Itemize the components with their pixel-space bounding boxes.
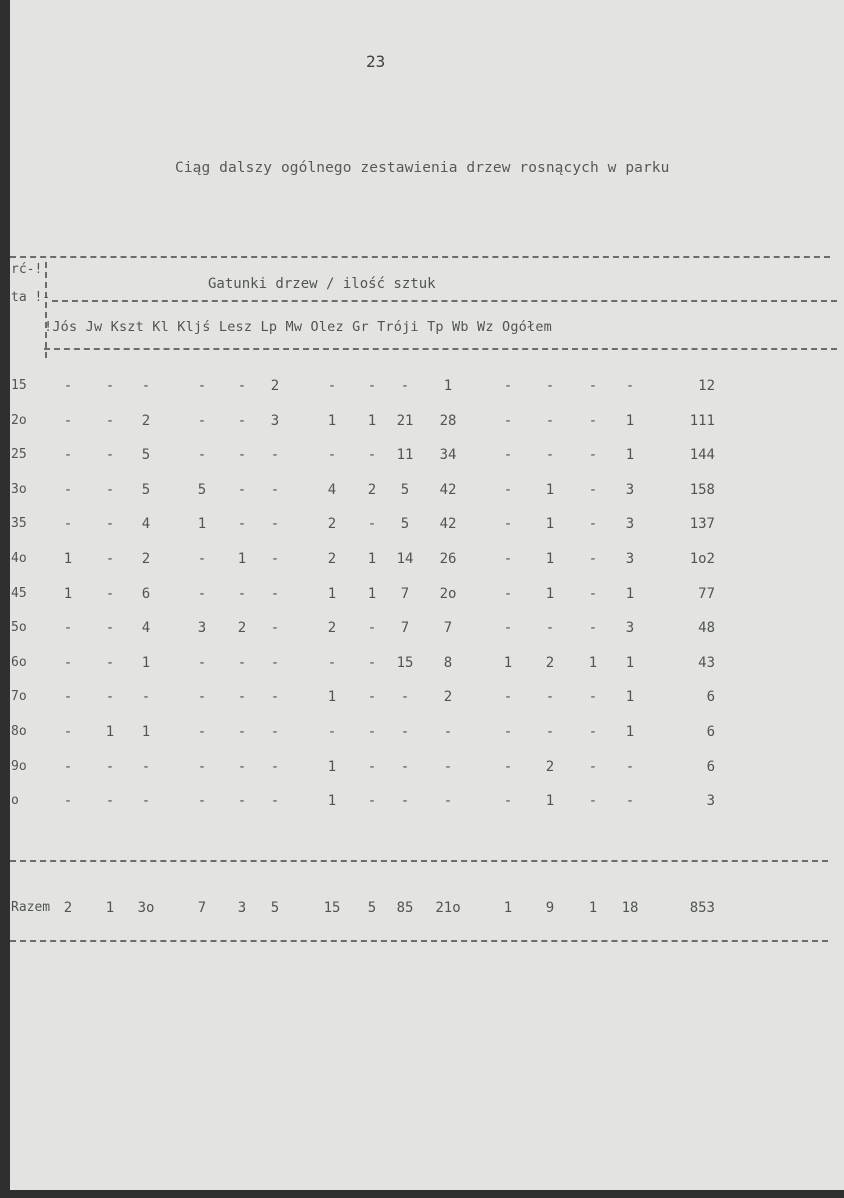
table-cell: - bbox=[588, 620, 598, 637]
table-cell: - bbox=[197, 689, 207, 706]
table-cell: - bbox=[545, 620, 555, 637]
table-cell: - bbox=[270, 793, 280, 810]
table-cell: - bbox=[367, 447, 377, 464]
row-total: 48 bbox=[698, 620, 715, 637]
row-label: 15 bbox=[11, 378, 27, 393]
table-cell: - bbox=[63, 724, 73, 740]
table-cell: - bbox=[588, 793, 598, 810]
table-cell: 42 bbox=[439, 516, 457, 533]
table-cell: 1 bbox=[588, 654, 598, 671]
table-cell: 2 bbox=[141, 412, 151, 429]
row-label: 8o bbox=[11, 724, 27, 739]
table-cell: 1 bbox=[367, 412, 377, 429]
row-label: 5o bbox=[11, 620, 27, 636]
table-cell: 1 bbox=[545, 481, 555, 498]
table-cell: - bbox=[63, 378, 73, 394]
table-cell: 2 bbox=[327, 516, 337, 533]
table-cell: - bbox=[503, 793, 513, 810]
row-label: 6o bbox=[11, 654, 27, 670]
table-cell: 6 bbox=[141, 585, 151, 602]
table-cell: - bbox=[588, 516, 598, 533]
table-cell: - bbox=[63, 481, 73, 498]
table-cell: - bbox=[367, 516, 377, 533]
table-cell: 2o bbox=[439, 585, 457, 602]
table-cell: - bbox=[197, 551, 207, 567]
table-cell: 1 bbox=[545, 793, 555, 810]
table-cell: - bbox=[588, 447, 598, 464]
table-cell: - bbox=[105, 758, 115, 775]
table-cell: 1 bbox=[367, 551, 377, 567]
table-cell: - bbox=[588, 378, 598, 394]
table-cell: - bbox=[105, 654, 115, 671]
table-cell: - bbox=[237, 412, 247, 429]
row-label: 35 bbox=[11, 516, 27, 532]
table-cell: 2 bbox=[327, 620, 337, 637]
table-cell: 1 bbox=[197, 516, 207, 533]
table-cell: - bbox=[503, 620, 513, 637]
table-cell: - bbox=[105, 447, 115, 464]
sum-cell: 2 bbox=[63, 900, 73, 916]
table-cell: - bbox=[105, 481, 115, 498]
sum-cell: 3 bbox=[237, 900, 247, 916]
table-cell: - bbox=[327, 654, 337, 671]
table-cell: - bbox=[545, 689, 555, 706]
table-cell: 42 bbox=[439, 481, 457, 498]
table-cell: - bbox=[237, 481, 247, 498]
header-divider bbox=[45, 262, 47, 358]
table-cell: - bbox=[625, 378, 635, 394]
rule-body-bottom bbox=[10, 860, 828, 862]
table-cell: - bbox=[237, 378, 247, 394]
table-cell: 2 bbox=[545, 654, 555, 671]
table-cell: 1 bbox=[327, 585, 337, 602]
table-cell: 8 bbox=[443, 654, 453, 671]
table-cell: 7 bbox=[443, 620, 453, 637]
table-cell: - bbox=[545, 724, 555, 740]
table-cell: - bbox=[105, 516, 115, 533]
table-cell: - bbox=[367, 378, 377, 394]
table-cell: - bbox=[141, 793, 151, 810]
row-total: 6 bbox=[706, 689, 715, 706]
table-cell: 3 bbox=[625, 620, 635, 637]
table-cell: 21 bbox=[396, 412, 414, 429]
table-cell: - bbox=[270, 724, 280, 740]
table-cell: - bbox=[367, 654, 377, 671]
table-cell: 11 bbox=[396, 447, 414, 464]
table-cell: 1 bbox=[237, 551, 247, 567]
table-cell: - bbox=[443, 758, 453, 775]
table-cell: 2 bbox=[327, 551, 337, 567]
table-cell: - bbox=[141, 758, 151, 775]
table-cell: 1 bbox=[327, 758, 337, 775]
table-cell: - bbox=[588, 758, 598, 775]
table-cell: - bbox=[141, 378, 151, 394]
sum-cell: 5 bbox=[367, 900, 377, 916]
table-cell: - bbox=[545, 447, 555, 464]
row-label: 7o bbox=[11, 689, 27, 705]
table-cell: 1 bbox=[63, 551, 73, 567]
table-cell: - bbox=[367, 689, 377, 706]
row-label: 25 bbox=[11, 447, 27, 463]
table-cell: - bbox=[63, 758, 73, 775]
page-number: 23 bbox=[366, 52, 386, 71]
table-cell: - bbox=[63, 654, 73, 671]
table-cell: - bbox=[105, 378, 115, 394]
table-cell: 3 bbox=[625, 516, 635, 533]
table-cell: - bbox=[443, 793, 453, 810]
table-cell: - bbox=[327, 378, 337, 394]
table-cell: 1 bbox=[503, 654, 513, 671]
table-cell: - bbox=[63, 447, 73, 464]
table-cell: - bbox=[237, 654, 247, 671]
table-cell: 7 bbox=[400, 585, 410, 602]
table-cell: - bbox=[588, 724, 598, 740]
table-cell: 1 bbox=[625, 689, 635, 706]
table-cell: 5 bbox=[400, 481, 410, 498]
table-cell: 1 bbox=[327, 689, 337, 706]
table-cell: - bbox=[63, 620, 73, 637]
table-cell: - bbox=[105, 793, 115, 810]
table-cell: - bbox=[400, 793, 410, 810]
table-cell: - bbox=[237, 585, 247, 602]
table-cell: 3 bbox=[625, 551, 635, 567]
table-cell: - bbox=[270, 758, 280, 775]
table-cell: - bbox=[503, 724, 513, 740]
row-label: o bbox=[11, 793, 19, 809]
table-cell: - bbox=[63, 793, 73, 810]
row-total: 3 bbox=[706, 793, 715, 810]
table-cell: - bbox=[63, 412, 73, 429]
table-cell: - bbox=[105, 412, 115, 429]
table-cell: - bbox=[270, 654, 280, 671]
table-cell: 1 bbox=[545, 585, 555, 602]
table-cell: - bbox=[400, 689, 410, 706]
table-cell: - bbox=[503, 551, 513, 567]
table-cell: - bbox=[327, 724, 337, 740]
table-cell: - bbox=[237, 724, 247, 740]
table-cell: - bbox=[588, 551, 598, 567]
table-cell: - bbox=[625, 793, 635, 810]
table-cell: - bbox=[545, 412, 555, 429]
table-cell: 1 bbox=[545, 516, 555, 533]
sum-cell: 85 bbox=[396, 900, 414, 916]
row-total: 137 bbox=[689, 516, 715, 533]
table-cell: - bbox=[197, 412, 207, 429]
table-cell: 2 bbox=[270, 378, 280, 394]
row-total: 1o2 bbox=[689, 551, 715, 567]
species-heading: Gatunki drzew / ilość sztuk bbox=[208, 276, 436, 292]
row-total: 77 bbox=[698, 585, 715, 602]
sum-cell: 18 bbox=[621, 900, 639, 916]
table-cell: 7 bbox=[400, 620, 410, 637]
table-cell: 3 bbox=[270, 412, 280, 429]
table-cell: - bbox=[367, 793, 377, 810]
page-title: Ciąg dalszy ogólnego zestawienia drzew rosnących w parku bbox=[175, 160, 670, 176]
row-total: 12 bbox=[698, 378, 715, 394]
table-cell: 1 bbox=[63, 585, 73, 602]
table-cell: - bbox=[105, 689, 115, 706]
row-label: 4o bbox=[11, 551, 27, 566]
sum-cell: 1 bbox=[105, 900, 115, 916]
sum-cell: 15 bbox=[323, 900, 341, 916]
row-label: 45 bbox=[11, 585, 27, 601]
table-cell: 1 bbox=[443, 378, 453, 394]
table-cell: - bbox=[503, 516, 513, 533]
table-cell: 1 bbox=[327, 793, 337, 810]
table-cell: - bbox=[503, 585, 513, 602]
table-cell: 1 bbox=[141, 724, 151, 740]
header-stub-mid: ta !- bbox=[11, 290, 51, 305]
table-cell: - bbox=[367, 724, 377, 740]
table-cell: 15 bbox=[396, 654, 414, 671]
table-cell: - bbox=[503, 758, 513, 775]
row-total: 144 bbox=[689, 447, 715, 464]
table-cell: 1 bbox=[625, 412, 635, 429]
sum-cell: 1 bbox=[588, 900, 598, 916]
table-cell: - bbox=[270, 447, 280, 464]
sum-row-label: Razem bbox=[11, 900, 51, 915]
table-cell: 1 bbox=[625, 654, 635, 671]
table-cell: 2 bbox=[141, 551, 151, 567]
table-cell: - bbox=[545, 378, 555, 394]
table-cell: - bbox=[197, 585, 207, 602]
rule-header-bottom bbox=[44, 348, 837, 350]
sum-cell: 3o bbox=[137, 900, 155, 916]
table-cell: - bbox=[270, 551, 280, 567]
header-stub-top: rć-! bbox=[11, 262, 43, 277]
table-cell: - bbox=[105, 620, 115, 637]
rule-top bbox=[10, 256, 830, 258]
table-cell: - bbox=[503, 412, 513, 429]
table-cell: 2 bbox=[237, 620, 247, 637]
table-cell: 4 bbox=[327, 481, 337, 498]
table-cell: - bbox=[400, 724, 410, 740]
rule-species bbox=[52, 300, 837, 302]
table-cell: - bbox=[237, 516, 247, 533]
table-cell: - bbox=[503, 481, 513, 498]
table-cell: - bbox=[400, 758, 410, 775]
table-cell: 4 bbox=[141, 620, 151, 637]
table-cell: - bbox=[63, 689, 73, 706]
table-cell: - bbox=[588, 481, 598, 498]
table-cell: - bbox=[503, 447, 513, 464]
table-cell: 1 bbox=[141, 654, 151, 671]
table-cell: - bbox=[503, 689, 513, 706]
table-cell: - bbox=[237, 447, 247, 464]
table-cell: - bbox=[270, 620, 280, 637]
table-cell: - bbox=[270, 689, 280, 706]
rule-bottom bbox=[10, 940, 828, 942]
table-cell: - bbox=[141, 689, 151, 706]
table-cell: 4 bbox=[141, 516, 151, 533]
table-cell: 2 bbox=[545, 758, 555, 775]
table-cell: - bbox=[443, 724, 453, 740]
scan-left-edge bbox=[0, 0, 10, 1198]
table-cell: 5 bbox=[400, 516, 410, 533]
sum-cell: 1 bbox=[503, 900, 513, 916]
row-total: 158 bbox=[689, 481, 715, 498]
table-cell: 1 bbox=[327, 412, 337, 429]
table-cell: - bbox=[197, 724, 207, 740]
table-cell: - bbox=[63, 516, 73, 533]
table-cell: 1 bbox=[625, 447, 635, 464]
table-cell: 5 bbox=[141, 447, 151, 464]
table-cell: 5 bbox=[141, 481, 151, 498]
table-cell: 14 bbox=[396, 551, 414, 567]
table-cell: - bbox=[367, 758, 377, 775]
table-cell: 3 bbox=[625, 481, 635, 498]
column-headers: !Jós Jw Kszt Kl Kljś Lesz Lp Mw Olez Gr Tróji Tp Wb Wz Ogółem bbox=[44, 319, 552, 335]
grand-total: 853 bbox=[689, 900, 715, 916]
table-cell: - bbox=[327, 447, 337, 464]
table-cell: 1 bbox=[625, 585, 635, 602]
table-cell: - bbox=[625, 758, 635, 775]
table-cell: - bbox=[105, 551, 115, 567]
row-total: 111 bbox=[689, 412, 715, 429]
table-cell: - bbox=[503, 378, 513, 394]
table-cell: - bbox=[197, 758, 207, 775]
table-cell: - bbox=[237, 758, 247, 775]
table-cell: - bbox=[588, 689, 598, 706]
table-cell: - bbox=[237, 793, 247, 810]
row-label: 9o bbox=[11, 758, 27, 774]
row-total: 43 bbox=[698, 654, 715, 671]
table-cell: - bbox=[588, 585, 598, 602]
scan-bottom-edge bbox=[0, 1190, 844, 1198]
table-cell: - bbox=[270, 516, 280, 533]
table-cell: - bbox=[270, 481, 280, 498]
table-cell: - bbox=[197, 793, 207, 810]
table-cell: 34 bbox=[439, 447, 457, 464]
table-cell: 3 bbox=[197, 620, 207, 637]
table-cell: - bbox=[588, 412, 598, 429]
table-cell: - bbox=[400, 378, 410, 394]
row-total: 6 bbox=[706, 724, 715, 740]
sum-cell: 7 bbox=[197, 900, 207, 916]
table-cell: 2 bbox=[443, 689, 453, 706]
table-cell: - bbox=[237, 689, 247, 706]
sum-cell: 5 bbox=[270, 900, 280, 916]
table-cell: 1 bbox=[625, 724, 635, 740]
row-label: 2o bbox=[11, 412, 27, 428]
table-cell: - bbox=[197, 378, 207, 394]
table-cell: - bbox=[197, 654, 207, 671]
table-cell: 1 bbox=[545, 551, 555, 567]
table-cell: 1 bbox=[367, 585, 377, 602]
table-cell: 28 bbox=[439, 412, 457, 429]
row-total: 6 bbox=[706, 758, 715, 775]
table-cell: - bbox=[105, 585, 115, 602]
row-label: 3o bbox=[11, 481, 27, 497]
table-cell: - bbox=[197, 447, 207, 464]
table-cell: 26 bbox=[439, 551, 457, 567]
table-cell: - bbox=[270, 585, 280, 602]
table-cell: - bbox=[367, 620, 377, 637]
table-cell: 1 bbox=[105, 724, 115, 740]
sum-cell: 21o bbox=[435, 900, 461, 916]
table-cell: 2 bbox=[367, 481, 377, 498]
sum-cell: 9 bbox=[545, 900, 555, 916]
table-cell: 5 bbox=[197, 481, 207, 498]
